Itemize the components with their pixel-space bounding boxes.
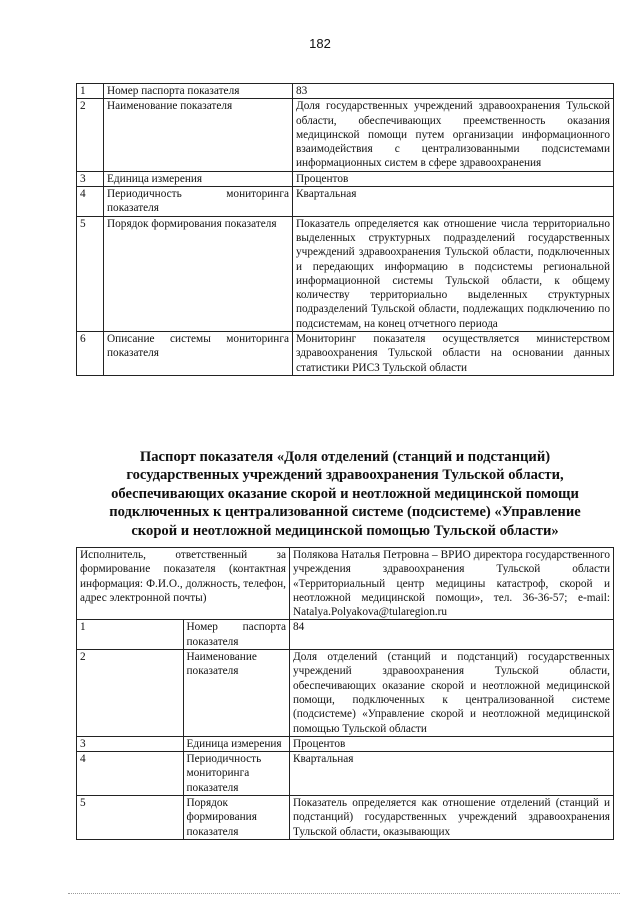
heading-line: обеспечивающих оказание скорой и неотложной медицинской помощи — [111, 485, 579, 502]
passport-heading — [70, 448, 620, 540]
row-number: 1 — [77, 620, 184, 650]
page-number: 182 — [309, 36, 331, 51]
heading-line: скорой и неотложной медицинской помощью Тульской области» — [131, 522, 559, 539]
row-label: Единица измерения — [104, 171, 293, 186]
row-number: 6 — [77, 332, 104, 376]
row-value: Доля отделений (станций и подстанций) государственных учреждений здравоохранения Тульской области, обеспечивающих оказание скорой и неотложной медицинской помощи, подключенных к централизованной системе (подсистеме) «Управление скорой и неотложной медицинской помощью Тульской области — [290, 650, 614, 737]
row-label: Единица измерения — [183, 736, 290, 751]
table-row — [77, 332, 614, 376]
row-label: Наименование показателя — [104, 99, 293, 171]
table-row — [77, 752, 614, 796]
heading-line: подключенных к централизованной системе (подсистеме) «Управление — [109, 504, 581, 521]
row-value: Показатель определяется как отношение числа территориально выделенных структурных подразделений государственных учреждений здравоохранения Тульской области, подключенных и передающих информацию в подсистемы региональной информационной системы Тульской области, к общему количеству территориально выделенных структурных подразделений Тульской области, подлежащих подключению по подсистемам, на конец отчетного периода — [293, 216, 614, 331]
table-row — [77, 216, 614, 331]
table-row — [77, 650, 614, 737]
heading-line: государственных учреждений здравоохранения Тульской области, — [126, 467, 564, 484]
row-value: Квартальная — [290, 752, 614, 796]
row-label: Периодичность мониторинга показателя — [104, 187, 293, 217]
row-label: Периодичность мониторинга показателя — [183, 752, 290, 796]
row-label: Порядок формирования показателя — [104, 216, 293, 331]
row-number: 2 — [77, 99, 104, 171]
table-row-executor — [77, 548, 614, 620]
row-number: 1 — [77, 84, 104, 99]
row-label: Порядок формирования показателя — [183, 796, 290, 840]
row-value: 83 — [293, 84, 614, 99]
heading-line: Паспорт показателя «Доля отделений (станций и подстанций) — [139, 449, 551, 465]
table-row — [77, 187, 614, 217]
row-value: Показатель определяется как отношение отделений (станций и подстанций) государственных учреждений здравоохранения Тульской области, оказывающих — [290, 796, 614, 840]
executor-value: Полякова Наталья Петровна – ВРИО директора государственного учреждения здравоохранения Тульской области «Территориальный центр медицины катастроф, скорой и неотложной медицинской помощи», тел. 36-36-57; e-mail: Natalya.Polyakova@tularegion.ru — [290, 548, 614, 620]
table-row — [77, 736, 614, 751]
row-number: 5 — [77, 796, 184, 840]
row-number: 4 — [77, 752, 184, 796]
row-value: 84 — [290, 620, 614, 650]
table-row — [77, 171, 614, 186]
scan-edge-divider — [68, 893, 620, 894]
row-number: 3 — [77, 171, 104, 186]
executor-label: Исполнитель, ответственный за формирование показателя (контактная информация: Ф.И.О., должность, телефон, адрес электронной почты) — [77, 548, 290, 620]
table-row — [77, 796, 614, 840]
row-value: Квартальная — [293, 187, 614, 217]
row-number: 2 — [77, 650, 184, 737]
table-row — [77, 99, 614, 171]
row-label: Номер паспорта показателя — [104, 84, 293, 99]
passport-table-84 — [76, 547, 614, 840]
row-label: Описание системы мониторинга показателя — [104, 332, 293, 376]
row-value: Процентов — [290, 736, 614, 751]
row-number: 4 — [77, 187, 104, 217]
row-value: Процентов — [293, 171, 614, 186]
table-row — [77, 84, 614, 99]
row-value: Мониторинг показателя осуществляется министерством здравоохранения Тульской области на основании данных статистики РИСЗ Тульской области — [293, 332, 614, 376]
row-number: 3 — [77, 736, 184, 751]
row-value: Доля государственных учреждений здравоохранения Тульской области, обеспечивающих преемственность оказания медицинской помощи путем организации информационного взаимодействия с централизованными подсистемами информационных систем в сфере здравоохранения — [293, 99, 614, 171]
row-label: Наименование показателя — [183, 650, 290, 737]
passport-table-83 — [76, 83, 614, 376]
row-label: Номер паспорта показателя — [183, 620, 290, 650]
table-row — [77, 620, 614, 650]
row-number: 5 — [77, 216, 104, 331]
